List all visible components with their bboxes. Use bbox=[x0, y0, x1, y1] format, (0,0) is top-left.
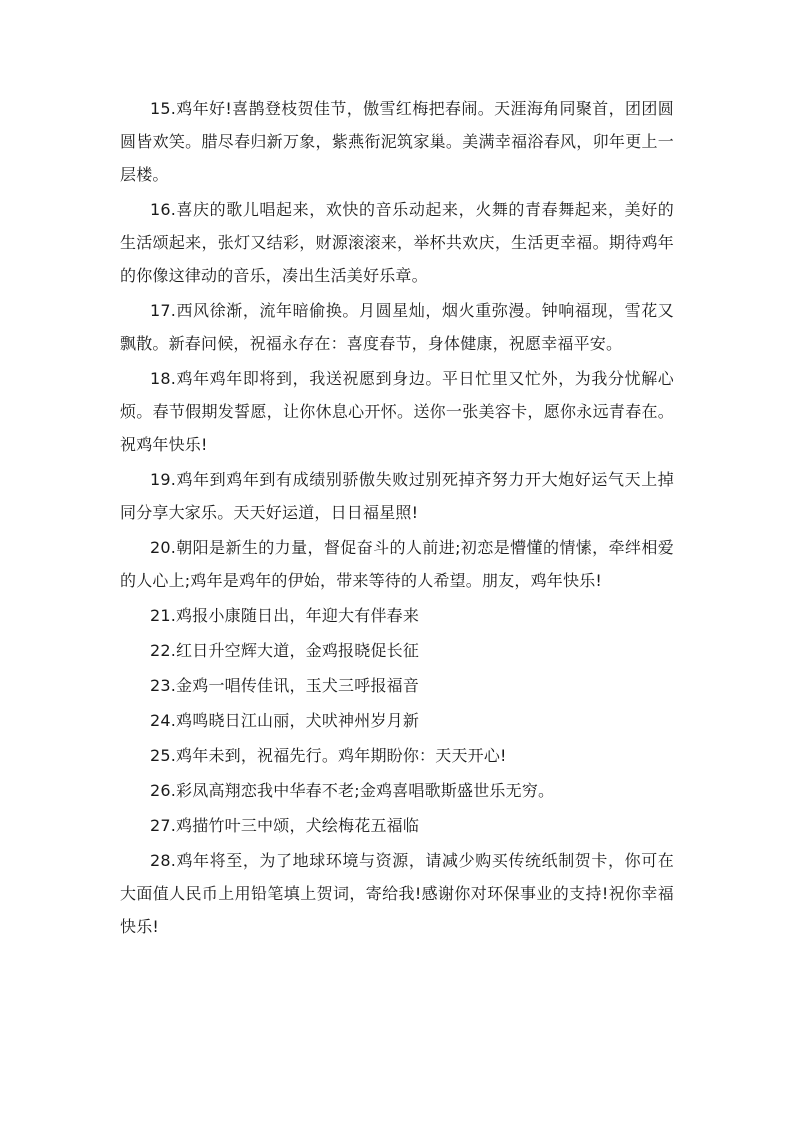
paragraph-19: 19.鸡年到鸡年到有成绩别骄傲失败过别死掉齐努力开大炮好运气天上掉同分享大家乐。天天好运道，日日福星照! bbox=[120, 470, 674, 522]
paragraph-15: 15.鸡年好!喜鹊登枝贺佳节，傲雪红梅把春闹。天涯海角同聚首，团团圆圆皆欢笑。腊尽春归新万象，紫燕衔泥筑家巢。美满幸福浴春风，卯年更上一层楼。 bbox=[120, 99, 674, 184]
paragraph-20: 20.朝阳是新生的力量，督促奋斗的人前进;初恋是懵懂的情愫，牵绊相爱的人心上;鸡年是鸡年的伊始，带来等待的人希望。朋友，鸡年快乐! bbox=[120, 538, 674, 590]
paragraph-27: 27.鸡描竹叶三中颂，犬绘梅花五福临 bbox=[150, 816, 420, 835]
paragraph-16: 16.喜庆的歌儿唱起来，欢快的音乐动起来，火舞的青春舞起来，美好的生活颂起来，张灯又结彩，财源滚滚来，举杯共欢庆，生活更幸福。期待鸡年的你像这律动的音乐，凑出生活美好乐章。 bbox=[120, 200, 674, 285]
paragraph-25: 25.鸡年未到，祝福先行。鸡年期盼你：天天开心! bbox=[150, 746, 507, 765]
paragraph-18: 18.鸡年鸡年即将到，我送祝愿到身边。平日忙里又忙外，为我分忧解心烦。春节假期发誓愿，让你休息心开怀。送你一张美容卡，愿你永远青春在。祝鸡年快乐! bbox=[120, 369, 674, 454]
paragraph-23: 23.金鸡一唱传佳讯，玉犬三呼报福音 bbox=[150, 676, 420, 695]
paragraph-28: 28.鸡年将至，为了地球环境与资源，请减少购买传统纸制贺卡，你可在大面值人民币上用铅笔填上贺词，寄给我!感谢你对环保事业的支持!祝你幸福快乐! bbox=[120, 851, 674, 936]
paragraph-21: 21.鸡报小康随日出，年迎大有伴春来 bbox=[150, 606, 420, 625]
paragraph-26: 26.彩凤高翔恋我中华春不老;金鸡喜唱歌斯盛世乐无穷。 bbox=[150, 781, 555, 800]
document-body bbox=[120, 92, 674, 945]
paragraph-22: 22.红日升空辉大道，金鸡报晓促长征 bbox=[150, 641, 420, 660]
paragraph-17: 17.西风徐渐，流年暗偷换。月圆星灿，烟火重弥漫。钟响福现，雪花又飘散。新春问候，祝福永存在：喜度春节，身体健康，祝愿幸福平安。 bbox=[120, 301, 674, 353]
paragraph-24: 24.鸡鸣晓日江山丽，犬吠神州岁月新 bbox=[150, 711, 420, 730]
